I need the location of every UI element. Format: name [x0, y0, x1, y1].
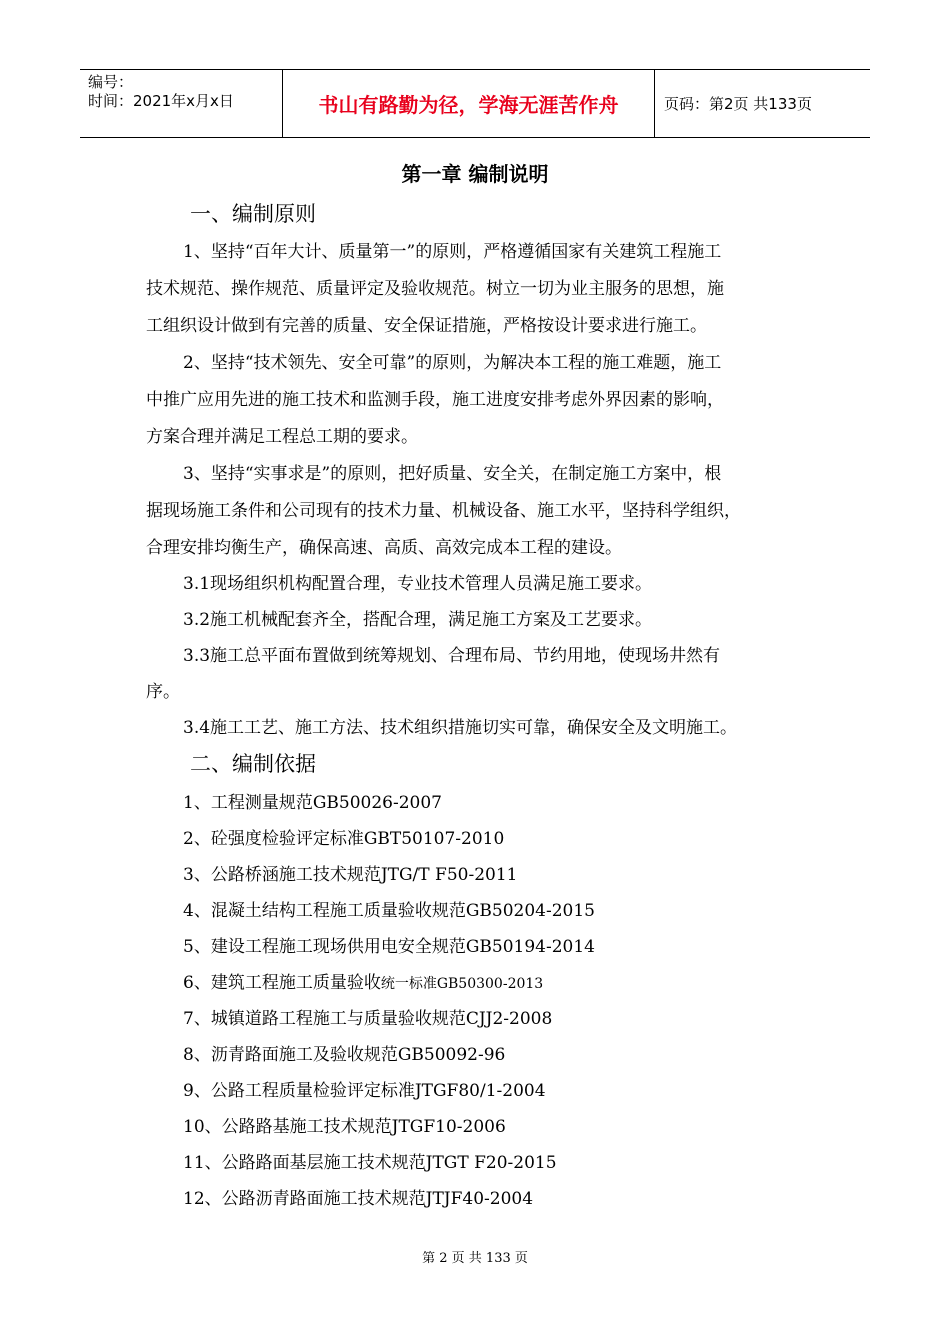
paragraph-line: 3.1现场组织机构配置合理，专业技术管理人员满足施工要求。 — [183, 574, 653, 594]
paragraph-line: 序。 — [146, 682, 180, 702]
reference-item: 7、城镇道路工程施工与质量验收规范CJJ2-2008 — [183, 1009, 553, 1029]
reference-item: 12、公路沥青路面施工技术规范JTJF40-2004 — [183, 1189, 534, 1209]
paragraph-line: 工组织设计做到有完善的质量、安全保证措施，严格按设计要求进行施工。 — [146, 316, 707, 336]
header-page-label: 页码：第2页 共133页 — [664, 95, 812, 113]
time-label: 时间：2021年x月x日 — [88, 92, 234, 110]
paragraph-line: 据现场施工条件和公司现有的技术力量、机械设备、施工水平，坚持科学组织， — [146, 501, 741, 521]
reference-item: 1、工程测量规范GB50026-2007 — [183, 793, 442, 813]
paragraph-line: 3、坚持“实事求是”的原则，把好质量、安全关，在制定施工方案中，根 — [183, 464, 722, 484]
header-motto: 书山有路勤为径，学海无涯苦作舟 — [318, 93, 619, 117]
paragraph-line: 3.4施工工艺、施工方法、技术组织措施切实可靠，确保安全及文明施工。 — [183, 718, 738, 738]
header-divider — [654, 70, 655, 137]
paragraph-line: 合理安排均衡生产，确保高速、高质、高效完成本工程的建设。 — [146, 538, 622, 558]
paragraph-line: 3.3施工总平面布置做到统筹规划、合理布局、节约用地，使现场井然有 — [183, 646, 721, 666]
section-title: 一、编制原则 — [190, 202, 316, 226]
reference-item: 11、公路路面基层施工技术规范JTGT F20-2015 — [183, 1153, 557, 1173]
page-footer: 第 2 页 共 133 页 — [422, 1251, 528, 1266]
reference-item: 2、砼强度检验评定标准GBT50107-2010 — [183, 829, 505, 849]
reference-item: 10、公路路基施工技术规范JTGF10-2006 — [183, 1117, 506, 1137]
paragraph-line: 中推广应用先进的施工技术和监测手段，施工进度安排考虑外界因素的影响， — [146, 390, 724, 410]
number-label: 编号： — [88, 73, 134, 91]
reference-item: 9、公路工程质量检验评定标准JTGF80/1-2004 — [183, 1081, 546, 1101]
reference-item-small-text: 统一标准GB50300-2013 — [380, 976, 544, 992]
section-title: 二、编制依据 — [190, 752, 316, 776]
reference-item — [183, 968, 543, 993]
reference-item: 8、沥青路面施工及验收规范GB50092-96 — [183, 1045, 506, 1065]
paragraph-line: 方案合理并满足工程总工期的要求。 — [146, 427, 418, 447]
paragraph-line: 3.2施工机械配套齐全，搭配合理，满足施工方案及工艺要求。 — [183, 610, 653, 630]
paragraph-line: 2、坚持“技术领先、安全可靠”的原则，为解决本工程的施工难题，施工 — [183, 353, 722, 373]
reference-item-text: 6、建筑工程施工质量验收 — [183, 973, 381, 993]
paragraph-line: 1、坚持“百年大计、质量第一”的原则，严格遵循国家有关建筑工程施工 — [183, 242, 722, 262]
reference-item: 4、混凝土结构工程施工质量验收规范GB50204-2015 — [183, 901, 595, 921]
paragraph-line: 技术规范、操作规范、质量评定及验收规范。树立一切为业主服务的思想，施 — [146, 279, 724, 299]
header-table — [80, 69, 870, 138]
chapter-title: 第一章 编制说明 — [401, 162, 549, 186]
reference-item: 5、建设工程施工现场供用电安全规范GB50194-2014 — [183, 937, 595, 957]
header-meta — [88, 73, 234, 111]
reference-item: 3、公路桥涵施工技术规范JTG/T F50-2011 — [183, 865, 518, 885]
